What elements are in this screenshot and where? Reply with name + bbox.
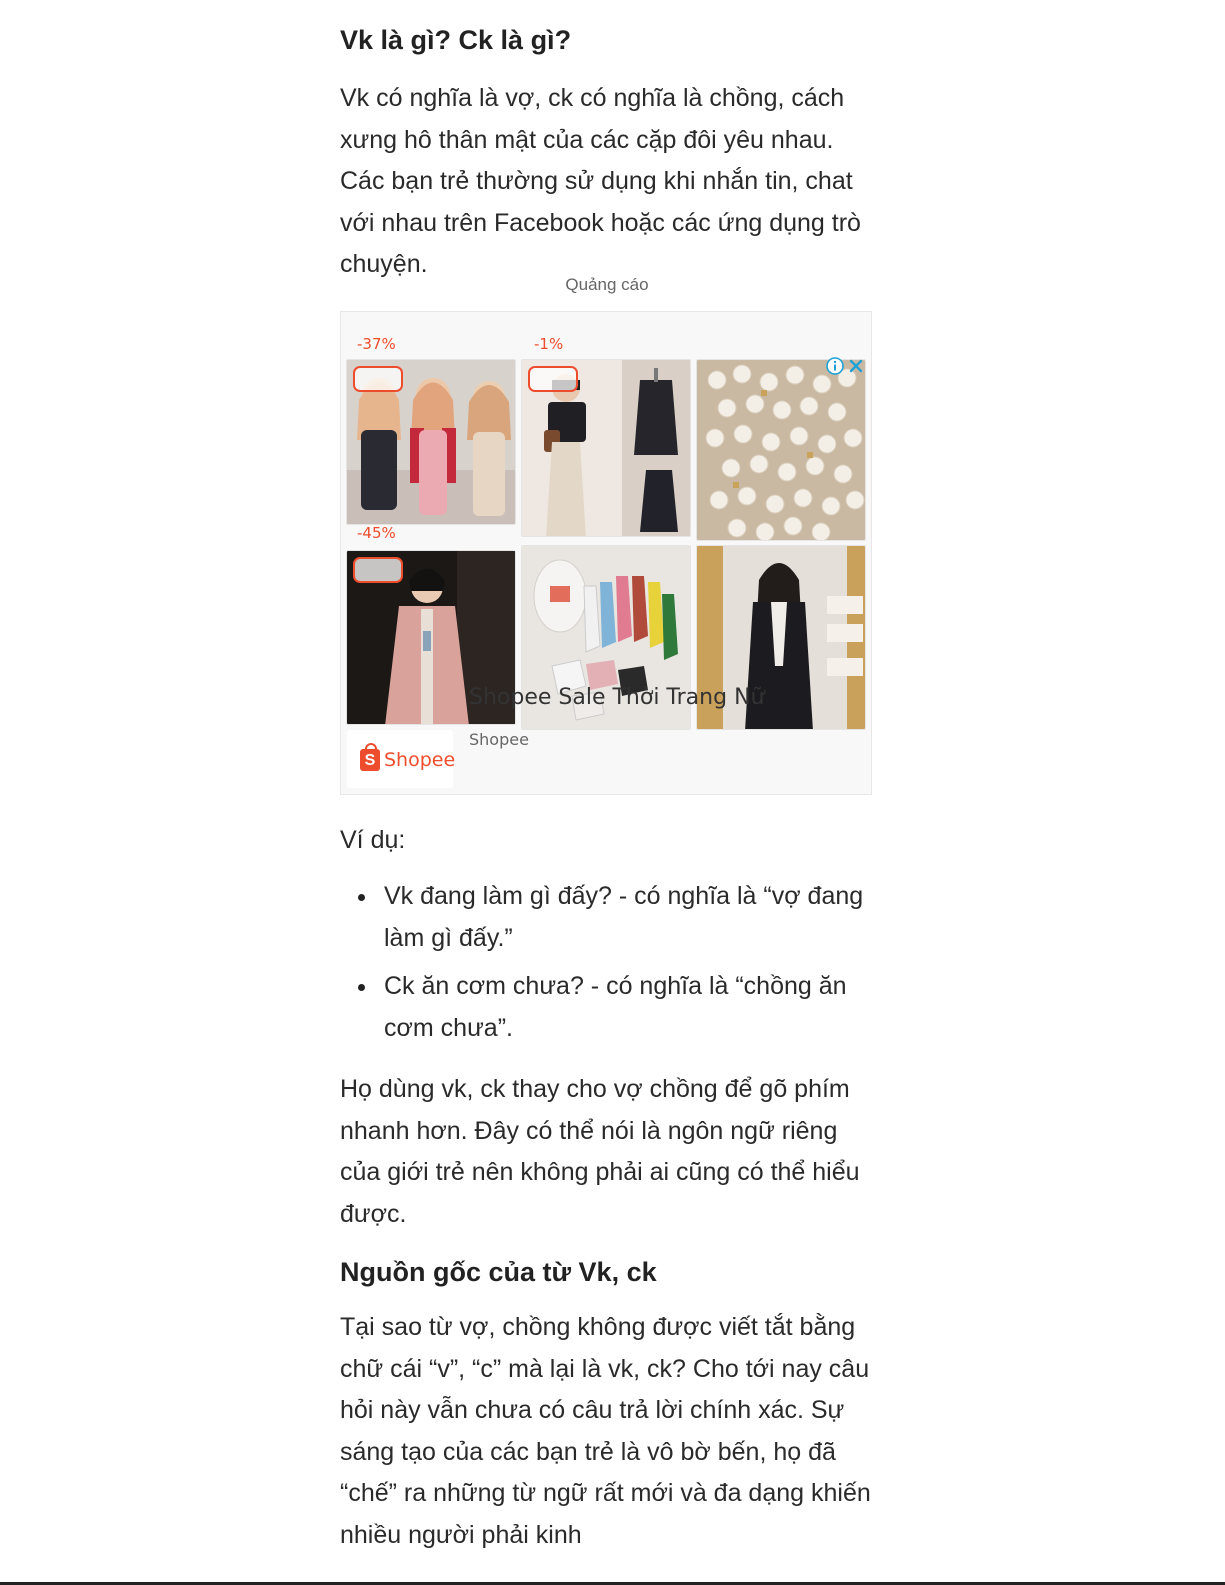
price-tag-frame — [528, 366, 578, 392]
shopee-logo-text: Shopee — [384, 749, 456, 771]
info-icon[interactable] — [826, 357, 844, 375]
price-tag-frame — [353, 366, 403, 392]
discount-badge: -1% — [534, 335, 564, 353]
list-item: Ck ăn cơm chưa? - có nghĩa là “chồng ăn cơm chưa”. — [340, 966, 880, 1049]
product-image-jacket-outfit[interactable] — [521, 359, 691, 537]
pearls-photo — [697, 360, 866, 541]
example-label: Ví dụ: — [340, 826, 406, 854]
product-image-pearl-hairpins[interactable] — [696, 359, 866, 541]
section-heading-vk-ck: Vk là gì? Ck là gì? — [340, 25, 572, 55]
discount-badge: -45% — [357, 524, 396, 542]
discount-badge: -37% — [357, 335, 396, 353]
origin-paragraph: Tại sao từ vợ, chồng không được viết tắt bằng chữ cái “v”, “c” mà lại là vk, ck? Cho tới nay câu hỏi này vẫn chưa có câu trả lời chính xác. Sự sáng tạo của các bạn trẻ là vô bờ bến, họ đã “chế” ra những từ ngữ rất mới và đa dạng khiến nhiều người phải kinh — [340, 1313, 871, 1549]
list-item: Vk đang làm gì đấy? - có nghĩa là “vợ đang làm gì đấy.” — [340, 876, 880, 959]
product-image-dresses[interactable] — [346, 359, 516, 525]
section-heading-origin: Nguồn gốc của từ Vk, ck — [340, 1257, 657, 1287]
ad-label: Quảng cáo — [565, 275, 649, 294]
explanation-paragraph: Họ dùng vk, ck thay cho vợ chồng để gõ phím nhanh hơn. Đây có thể nói là ngôn ngữ riêng của giới trẻ nên không phải ai cũng có thể hiểu được. — [340, 1075, 860, 1228]
adchoices[interactable] — [826, 357, 865, 375]
examples-list — [340, 876, 880, 1056]
ad-title[interactable]: Shopee Sale Thời Trang Nữ — [469, 685, 765, 710]
shopee-logo[interactable] — [347, 730, 456, 788]
close-icon[interactable] — [847, 357, 865, 375]
ad-advertiser[interactable]: Shopee — [469, 730, 529, 749]
shopee-ad-banner[interactable] — [340, 311, 872, 795]
intro-paragraph: Vk có nghĩa là vợ, ck có nghĩa là chồng, cách xưng hô thân mật của các cặp đôi yêu nhau. Các bạn trẻ thường sử dụng khi nhắn tin, chat với nhau trên Facebook hoặc các ứng dụng trò chuyện. — [340, 84, 861, 279]
shopee-bag-icon: S — [360, 749, 380, 771]
price-tag-frame — [353, 557, 403, 583]
